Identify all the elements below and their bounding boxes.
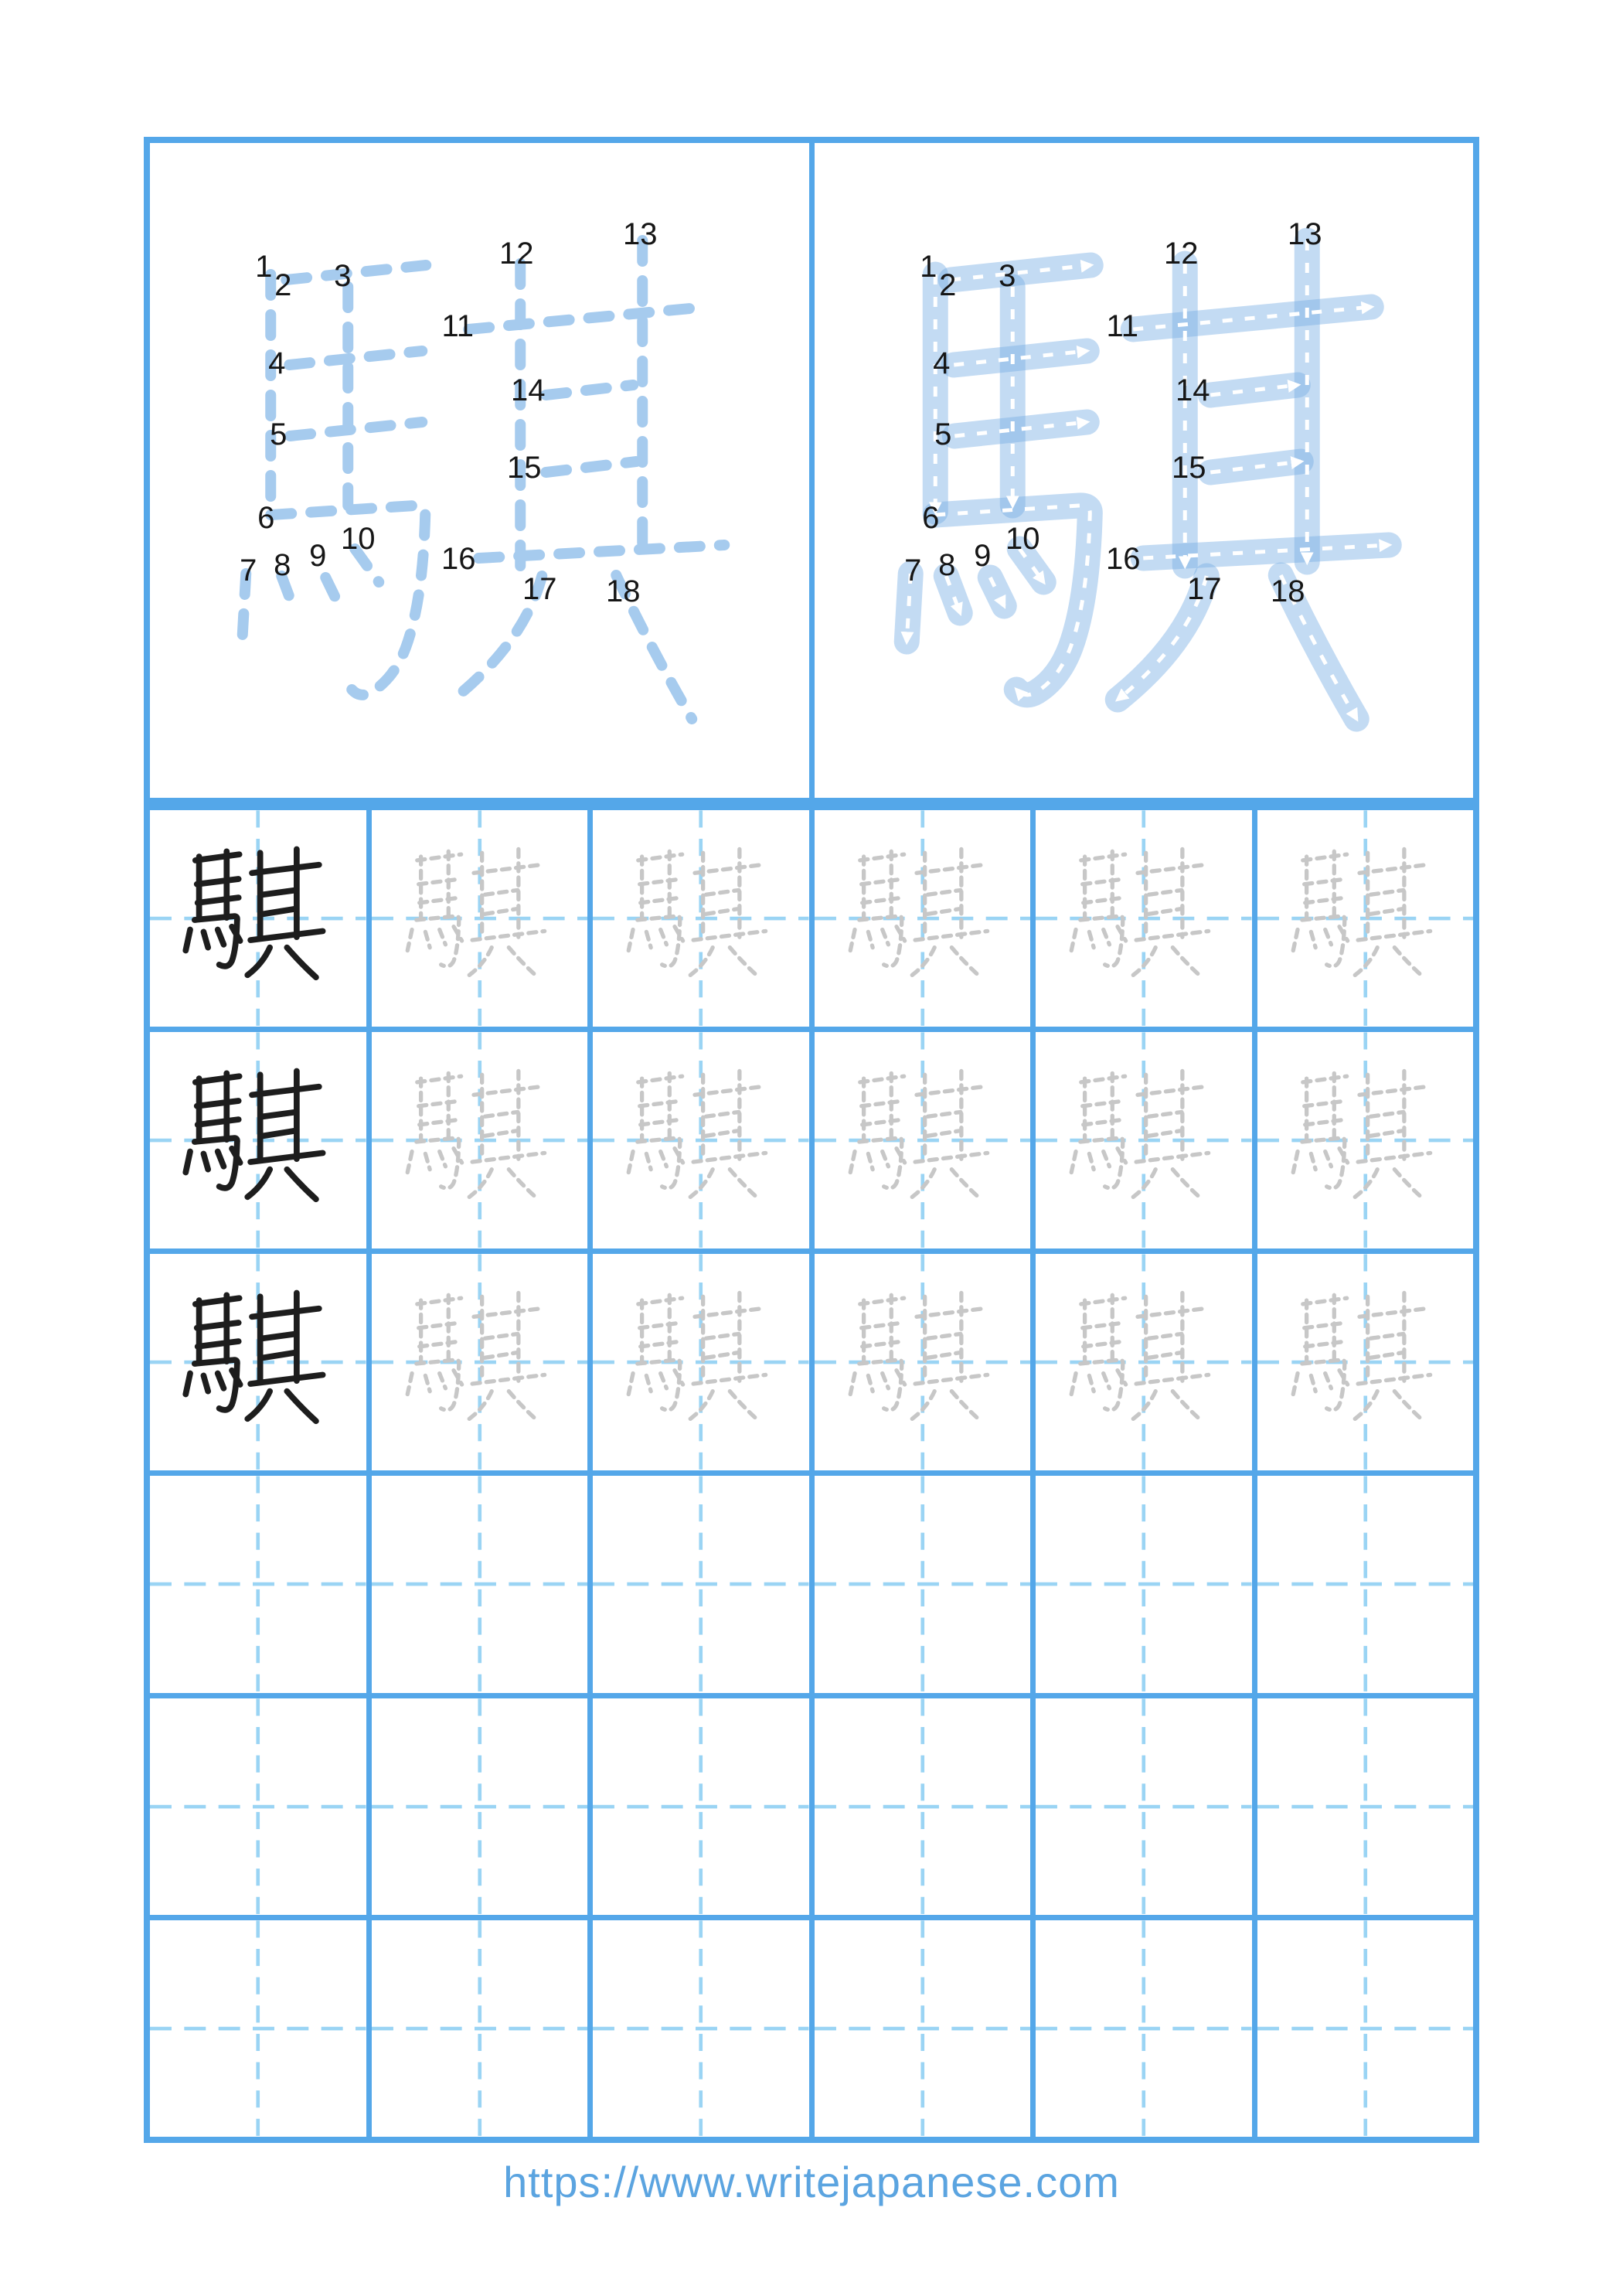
practice-cell-empty: [593, 1476, 809, 1692]
stroke-number-label: 4: [268, 346, 286, 380]
practice-cell-empty: [372, 1476, 588, 1692]
stroke-number-label: 13: [623, 217, 658, 251]
practice-cell-trace: [815, 1254, 1031, 1470]
practice-cell-svg: [815, 1032, 1031, 1248]
kanji-trace-glyph: [850, 1071, 987, 1200]
kanji-trace-glyph: [1071, 849, 1208, 977]
practice-cell-svg: [815, 1476, 1031, 1692]
kanji-trace-glyph: [1293, 849, 1430, 977]
kanji-trace-glyph: [850, 1293, 987, 1422]
practice-cell-svg: [150, 1032, 366, 1248]
stroke-number-label: 18: [606, 574, 641, 608]
practice-cell-empty: [150, 1476, 366, 1692]
practice-cell-svg: [815, 1920, 1031, 2137]
stroke-number-label: 9: [973, 539, 991, 573]
stroke-number-label: 12: [499, 237, 534, 271]
practice-cell-trace: [372, 810, 588, 1027]
practice-cell-trace: [593, 1032, 809, 1248]
practice-cell-svg: [1036, 810, 1252, 1027]
practice-grid: [144, 804, 1479, 2143]
kanji-trace-glyph: [1293, 1071, 1430, 1200]
practice-cell-svg: [815, 1254, 1031, 1470]
stroke-number-label: 1: [255, 250, 273, 284]
stroke-number-label: 15: [1171, 451, 1206, 485]
practice-cell-svg: [1036, 1920, 1252, 2137]
stroke-number-label: 10: [341, 522, 376, 556]
practice-cell-svg: [1036, 1698, 1252, 1915]
stroke-order-panels: [144, 137, 1479, 804]
practice-cell-svg: [593, 1254, 809, 1470]
practice-cell-empty: [1036, 1698, 1252, 1915]
stroke-number-label: 18: [1270, 574, 1305, 608]
stroke-number-label: 5: [270, 417, 288, 451]
stroke-number-label: 7: [903, 554, 921, 588]
practice-cell-empty: [372, 1698, 588, 1915]
practice-cell-empty: [1257, 1698, 1474, 1915]
stroke-number-label: 8: [937, 548, 955, 582]
stroke-number-label: 11: [1105, 309, 1138, 343]
practice-cell-svg: [372, 1698, 588, 1915]
kanji-trace-glyph: [628, 1293, 765, 1422]
stroke-number-label: 2: [274, 268, 292, 302]
practice-cell-svg: [372, 1032, 588, 1248]
stroke-number-label: 1: [919, 250, 937, 284]
practice-cell-trace: [593, 1254, 809, 1470]
stroke-number-label: 3: [334, 259, 352, 293]
practice-cell-trace: [372, 1254, 588, 1470]
practice-cell-empty: [815, 1476, 1031, 1692]
practice-cell-empty: [150, 1920, 366, 2137]
stroke-number-label: 6: [257, 501, 275, 535]
practice-cell-svg: [1036, 1476, 1252, 1692]
stroke-order-diagram-dashed: [150, 143, 809, 798]
practice-cell-svg: [1036, 1254, 1252, 1470]
practice-cell-svg: [372, 1920, 588, 2137]
stroke-number-label: 4: [932, 346, 950, 380]
practice-cell-empty: [372, 1920, 588, 2137]
kanji-trace-glyph: [1293, 1293, 1430, 1422]
practice-cell-empty: [1257, 1476, 1474, 1692]
practice-cell-svg: [1257, 1920, 1474, 2137]
stroke-number-label: 6: [921, 501, 939, 535]
website-url[interactable]: https://www.writejapanese.com: [503, 2157, 1120, 2206]
practice-cell-svg: [593, 1920, 809, 2137]
stroke-number-label: 10: [1005, 522, 1039, 556]
stroke-number-label: 17: [522, 572, 557, 606]
practice-cell-empty: [593, 1698, 809, 1915]
practice-cell-empty: [815, 1698, 1031, 1915]
practice-cell-example: [150, 1032, 366, 1248]
practice-cell-example: [150, 810, 366, 1027]
practice-cell-svg: [150, 1698, 366, 1915]
stroke-number-label: 11: [441, 309, 475, 343]
practice-cell-trace: [372, 1032, 588, 1248]
practice-cell-svg: [1036, 1032, 1252, 1248]
practice-cell-svg: [150, 1476, 366, 1692]
practice-cell-svg: [372, 1254, 588, 1470]
practice-cell-empty: [1257, 1920, 1474, 2137]
stroke-number-label: 8: [274, 548, 291, 582]
practice-cell-svg: [593, 810, 809, 1027]
kanji-trace-glyph: [407, 1071, 544, 1200]
kanji-trace-glyph: [850, 849, 987, 977]
practice-cell-trace: [815, 1032, 1031, 1248]
stroke-number-label: 9: [309, 539, 327, 573]
practice-cell-trace: [815, 810, 1031, 1027]
stroke-number-label: 17: [1186, 572, 1221, 606]
practice-cell-trace: [1257, 1254, 1474, 1470]
practice-cell-svg: [815, 810, 1031, 1027]
practice-cell-trace: [1036, 1254, 1252, 1470]
practice-cell-svg: [1257, 810, 1474, 1027]
kanji-dashed-strokes: [242, 240, 724, 719]
stroke-number-label: 7: [240, 554, 257, 588]
stroke-number-label: 13: [1287, 217, 1322, 251]
stroke-order-diagram-traced: [809, 143, 1474, 798]
stroke-number-label: 16: [1105, 542, 1140, 576]
practice-cell-empty: [1036, 1476, 1252, 1692]
kanji-trace-glyph: [1071, 1071, 1208, 1200]
practice-cell-empty: [815, 1920, 1031, 2137]
practice-cell-svg: [593, 1698, 809, 1915]
practice-cell-svg: [1257, 1476, 1474, 1692]
practice-cell-trace: [1257, 810, 1474, 1027]
kanji-example-glyph: [185, 1293, 322, 1422]
practice-cell-example: [150, 1254, 366, 1470]
kanji-trace-glyph: [407, 1293, 544, 1422]
practice-cell-trace: [1036, 1032, 1252, 1248]
stroke-number-label: 12: [1163, 237, 1198, 271]
practice-cell-svg: [1257, 1698, 1474, 1915]
kanji-trace-glyph: [1071, 1293, 1208, 1422]
practice-cell-svg: [593, 1032, 809, 1248]
practice-cell-empty: [1036, 1920, 1252, 2137]
stroke-number-label: 3: [998, 259, 1016, 293]
practice-cell-trace: [1036, 810, 1252, 1027]
stroke-order-traced-svg: [815, 143, 1474, 798]
practice-cell-trace: [593, 810, 809, 1027]
practice-cell-svg: [150, 810, 366, 1027]
practice-cell-svg: [372, 810, 588, 1027]
stroke-number-label: 14: [511, 373, 546, 407]
practice-cell-svg: [593, 1476, 809, 1692]
kanji-example-glyph: [185, 849, 322, 977]
practice-cell-svg: [1257, 1032, 1474, 1248]
kanji-example-glyph: [185, 1071, 322, 1200]
stroke-number-label: 14: [1175, 373, 1210, 407]
stroke-number-label: 16: [441, 542, 476, 576]
practice-cell-svg: [150, 1254, 366, 1470]
kanji-trace-glyph: [407, 849, 544, 977]
practice-cell-empty: [150, 1698, 366, 1915]
practice-cell-svg: [815, 1698, 1031, 1915]
stroke-number-label: 5: [934, 417, 951, 451]
practice-cell-svg: [372, 1476, 588, 1692]
practice-cell-trace: [1257, 1032, 1474, 1248]
practice-cell-svg: [1257, 1254, 1474, 1470]
practice-cell-empty: [593, 1920, 809, 2137]
stroke-number-label: 2: [938, 268, 956, 302]
practice-cell-svg: [150, 1920, 366, 2137]
stroke-number-label: 15: [507, 451, 542, 485]
stroke-order-dashed-svg: [150, 143, 809, 798]
kanji-trace-glyph: [628, 1071, 765, 1200]
kanji-trace-glyph: [628, 849, 765, 977]
